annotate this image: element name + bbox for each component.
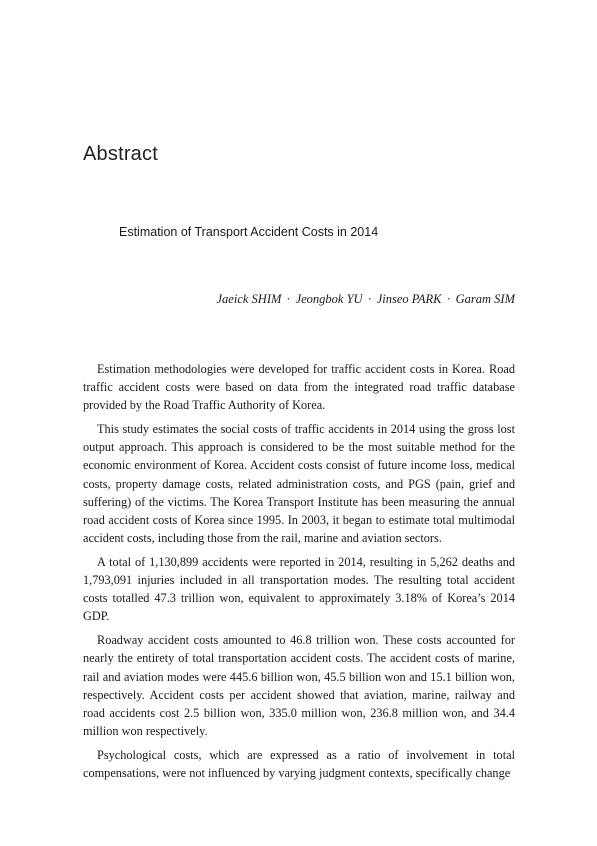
author-list xyxy=(217,292,516,307)
author-name: Jaeick SHIM xyxy=(216,292,282,306)
author-name: Garam SIM xyxy=(455,292,515,306)
abstract-paragraph: A total of 1,130,899 accidents were reported in 2014, resulting in 5,262 deaths and 1,793,091 injuries included in all transportation modes. The resulting total accident costs totalled 47.3 trillion won, equivalent to approximately 3.18% of Korea’s 2014 GDP. xyxy=(83,554,515,624)
abstract-paragraph: Roadway accident costs amounted to 46.8 trillion won. These costs accounted for nearly the entirety of total transportation accident costs. The accident costs of marine, rail and aviation modes were 445.6 billion won, 45.5 billion won and 15.1 billion won, respectively. Accident costs per accident showed that aviation, marine, railway and road accidents cost 2.5 billion won, 335.0 million won, 236.8 million won, and 34.4 million won respectively. xyxy=(83,633,515,738)
abstract-body xyxy=(83,360,515,788)
author-separator: · xyxy=(446,292,451,306)
author-name: Jeongbok YU xyxy=(295,292,363,306)
abstract-paragraph: This study estimates the social costs of traffic accidents in 2014 using the gross lost output approach. This approach is considered to be the most suitable method for the economic environment of Korea. Accident costs consist of future income loss, medical costs, property damage costs, related administration costs, and PGS (pain, grief and suffering) of the victims. The Korea Transport Institute has been measuring the annual road accident costs of Korea since 1995. In 2003, it began to estimate total multimodal accident costs, including those from the rail, marine and aviation sectors. xyxy=(83,422,515,545)
author-name: Jinseo PARK xyxy=(376,292,442,306)
abstract-paragraph: Psychological costs, which are expressed as a ratio of involvement in total compensations, were not influenced by varying judgment contexts, specifically change xyxy=(83,747,515,780)
abstract-heading: Abstract xyxy=(83,143,158,165)
abstract-paragraph: Estimation methodologies were developed for traffic accident costs in Korea. Road traffic accident costs were based on data from the integrated road traffic database provided by the Road Traffic Authority of Korea. xyxy=(83,362,515,413)
paper-title: Estimation of Transport Accident Costs in 2014 xyxy=(119,225,379,239)
author-separator: · xyxy=(367,292,372,306)
author-separator: · xyxy=(286,292,291,306)
